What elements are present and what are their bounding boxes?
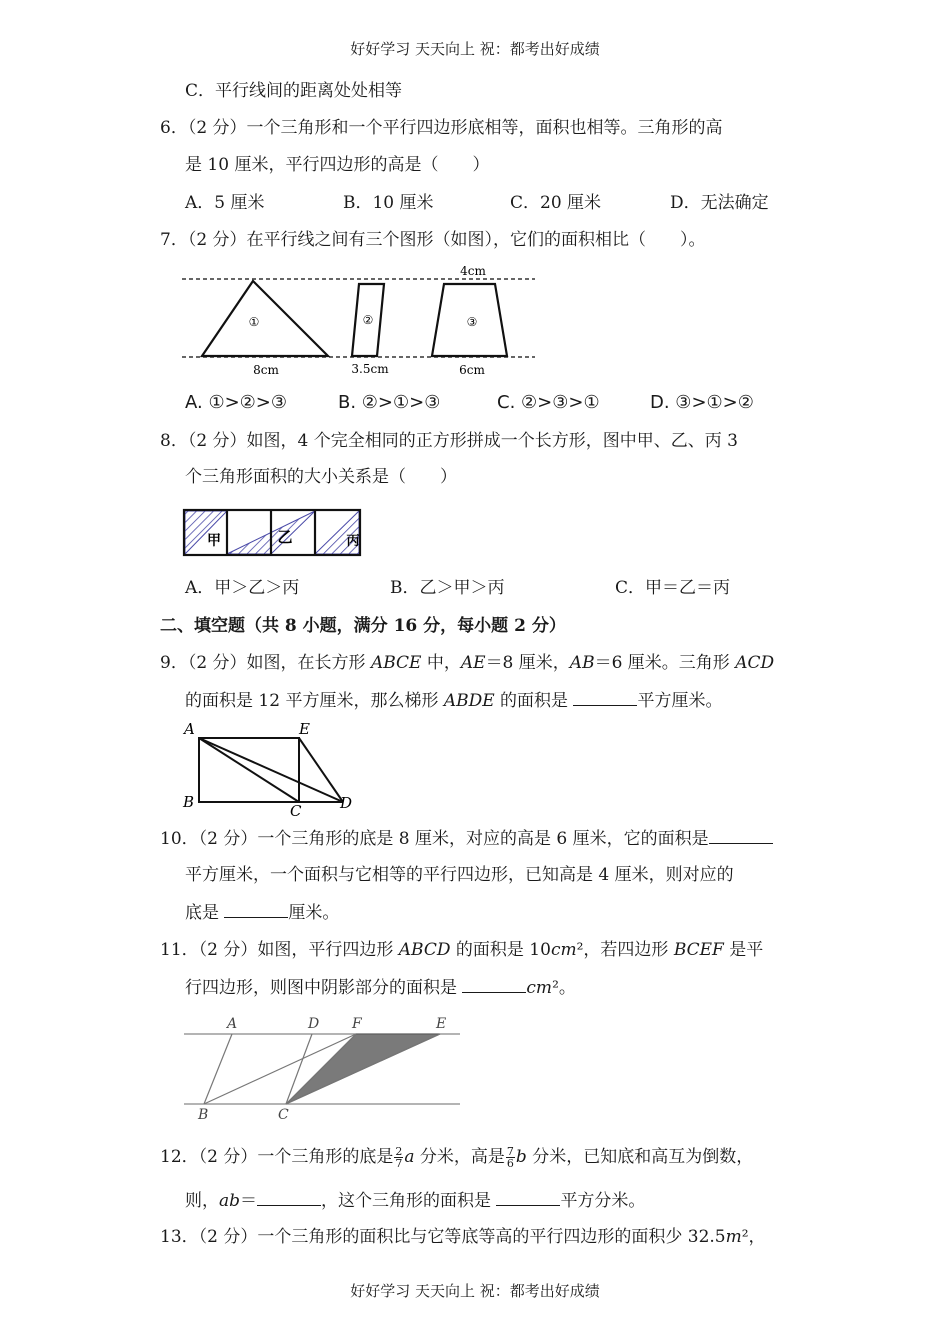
q7-figure — [180, 262, 540, 380]
q7-base1-label: 8cm — [253, 363, 279, 377]
q11-point-a: A — [227, 1016, 238, 1032]
q11-answer-blank[interactable] — [462, 976, 526, 993]
q7-base3-label: 6cm — [459, 363, 485, 377]
q7-option-a[interactable]: A. ①>②>③ — [185, 392, 288, 413]
q7-option-b[interactable]: B. ②>①>③ — [338, 392, 441, 413]
q5-option-c: C．平行线间的距离处处相等 — [185, 81, 403, 101]
q6-text-line2: 是 10 厘米，平行四边形的高是（ ） — [185, 155, 490, 175]
q9-point-b: B — [183, 793, 195, 811]
q11-text-line2: 行四边形，则图中阴影部分的面积是 cm²。 — [185, 978, 576, 998]
q7-base2-label: 3.5cm — [351, 362, 389, 376]
q9-point-d: D — [340, 794, 353, 812]
q9-figure — [180, 718, 360, 818]
section-2-title: 二、填空题（共 8 小题，满分 16 分，每小题 2 分） — [160, 616, 566, 636]
q9-answer-blank[interactable] — [573, 689, 637, 706]
page-header: 好好学习 天天向上 祝：都考出好成绩 — [350, 40, 600, 58]
q9-point-a: A — [184, 720, 195, 738]
q12-text-line1: 12．（2 分）一个三角形的底是 $\frac{2}{7}$ a 分米，高是 $\frac{7}{6}$ b 分米，已知底和高互为倒数， — [160, 1145, 754, 1170]
q6-option-c[interactable]: C．20 厘米 — [510, 193, 602, 213]
q8-option-b[interactable]: B．乙＞甲＞丙 — [390, 578, 505, 598]
q11-text-line1: 11．（2 分）如图，平行四边形 ABCD 的面积是 10cm²，若四边形 BCEF 是平 — [160, 940, 764, 960]
q10-answer-blank-2[interactable] — [224, 901, 288, 918]
q11-point-f: F — [352, 1016, 362, 1032]
q11-point-b: B — [198, 1107, 209, 1123]
q10-text-line2: 平方厘米，一个面积与它相等的平行四边形，已知高是 4 厘米，则对应的 — [185, 865, 734, 885]
page-footer: 好好学习 天天向上 祝：都考出好成绩 — [350, 1282, 600, 1300]
q11-point-e: E — [436, 1016, 447, 1032]
q12-answer-blank-2[interactable] — [496, 1189, 560, 1206]
q11-point-c: C — [278, 1107, 289, 1123]
q8-label-yi: 乙 — [277, 528, 293, 546]
q7-shape2-label: ② — [362, 313, 374, 327]
q10-answer-blank-1[interactable] — [709, 827, 773, 844]
q8-text-line1: 8．（2 分）如图，4 个完全相同的正方形拼成一个长方形，图中甲、乙、丙 3 — [160, 431, 738, 451]
q7-option-c[interactable]: C. ②>③>① — [497, 392, 600, 413]
q10-text-line3: 底是 厘米。 — [185, 903, 340, 923]
q7-top-label: 4cm — [460, 264, 486, 278]
q7-shape1-label: ① — [248, 315, 260, 329]
q7-option-d[interactable]: D. ③>①>② — [650, 392, 754, 413]
q9-text-line1: 9．（2 分）如图，在长方形 ABCE 中，AE＝8 厘米，AB＝6 厘米。三角形 ACD — [160, 653, 775, 673]
q11-point-d: D — [308, 1016, 320, 1032]
q8-label-bing: 丙 — [346, 534, 360, 549]
q9-point-e: E — [299, 720, 310, 738]
q7-shape3-label: ③ — [466, 315, 478, 329]
q8-figure — [182, 508, 364, 558]
q11-figure — [180, 1012, 465, 1124]
q10-text-line1: 10．（2 分）一个三角形的底是 8 厘米，对应的高是 6 厘米，它的面积是 — [160, 827, 773, 850]
q8-option-a[interactable]: A．甲＞乙＞丙 — [185, 578, 300, 598]
q6-option-d[interactable]: D．无法确定 — [670, 193, 769, 213]
q12-text-line2: 则，ab＝ ，这个三角形的面积是 平方分米。 — [185, 1191, 646, 1211]
q8-text-line2: 个三角形面积的大小关系是（ ） — [185, 467, 457, 487]
q8-label-jia: 甲 — [207, 533, 221, 549]
q6-option-a[interactable]: A．5 厘米 — [185, 193, 265, 213]
q9-text-line2: 的面积是 12 平方厘米，那么梯形 ABDE 的面积是 平方厘米。 — [185, 691, 723, 711]
q7-text: 7．（2 分）在平行线之间有三个图形（如图），它们的面积相比（ ）。 — [160, 230, 706, 250]
q12-fraction-1: $\frac{2}{7}$ — [395, 1145, 403, 1170]
q8-option-c[interactable]: C．甲＝乙＝丙 — [615, 578, 731, 598]
q9-point-c: C — [290, 802, 302, 818]
q12-fraction-2: $\frac{7}{6}$ — [506, 1145, 514, 1170]
q12-answer-blank-1[interactable] — [257, 1189, 321, 1206]
q13-text-line1: 13．（2 分）一个三角形的面积比与它等底等高的平行四边形的面积少 32.5m²， — [160, 1227, 766, 1247]
q6-option-b[interactable]: B．10 厘米 — [343, 193, 434, 213]
q6-text-line1: 6．（2 分）一个三角形和一个平行四边形底相等，面积也相等。三角形的高 — [160, 118, 723, 138]
